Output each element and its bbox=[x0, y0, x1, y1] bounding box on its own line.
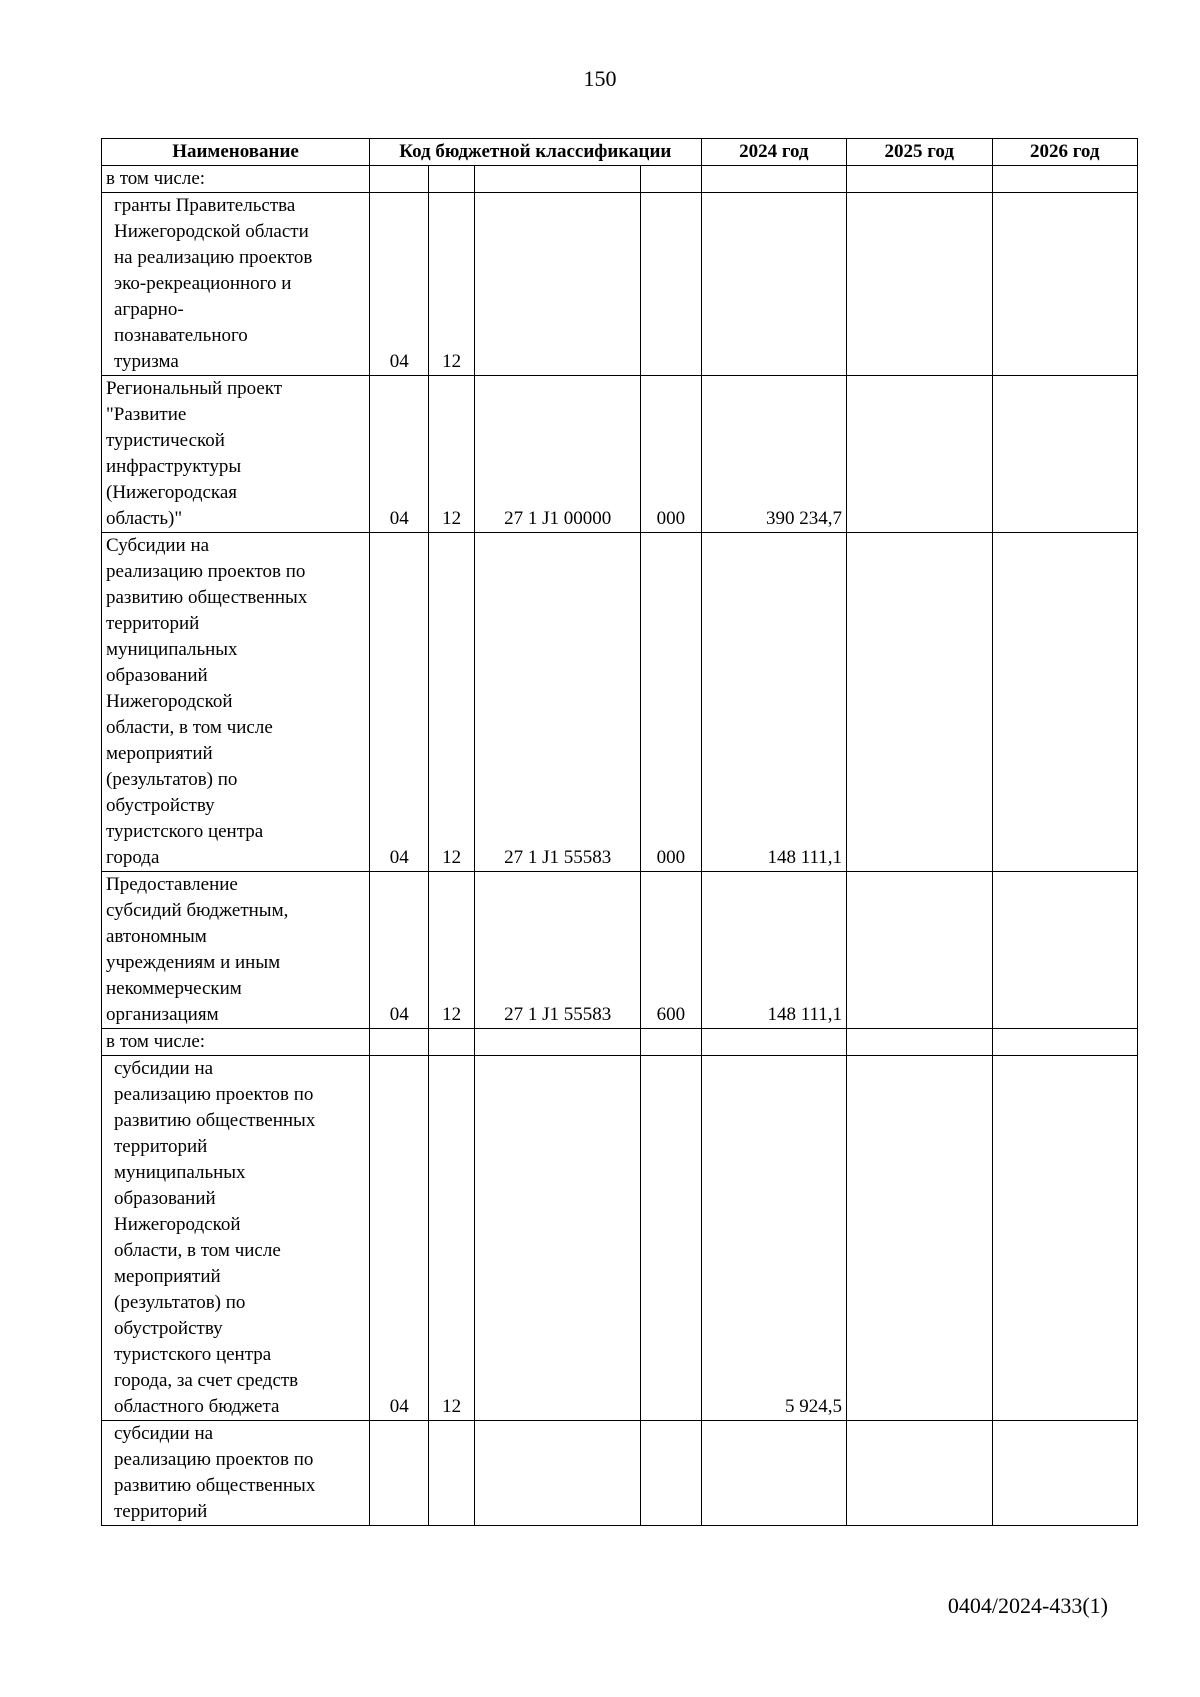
header-2025: 2025 год bbox=[847, 139, 992, 166]
row-name: Субсидии на реализацию проектов по развитию общественных территорий муниципальных образований Нижегородской области, в том числе мероприятий (результатов) по обустройству туристского центра города bbox=[102, 533, 370, 872]
row-2026 bbox=[992, 1029, 1138, 1056]
row-2024 bbox=[701, 1421, 846, 1526]
row-subsection: 12 bbox=[429, 872, 475, 1029]
row-name: Региональный проект "Развитие туристической инфраструктуры (Нижегородская область)" bbox=[102, 376, 370, 533]
row-2025 bbox=[847, 1029, 992, 1056]
row-section: 04 bbox=[370, 872, 429, 1029]
table-row bbox=[102, 1029, 1138, 1056]
row-name: в том числе: bbox=[102, 166, 370, 193]
row-section: 04 bbox=[370, 533, 429, 872]
row-target bbox=[475, 166, 641, 193]
row-section: 04 bbox=[370, 193, 429, 376]
row-section: 04 bbox=[370, 376, 429, 533]
row-expense bbox=[641, 1421, 701, 1526]
row-2025 bbox=[847, 1056, 992, 1421]
header-2026: 2026 год bbox=[992, 139, 1138, 166]
row-expense: 600 bbox=[641, 872, 701, 1029]
row-subsection: 12 bbox=[429, 1056, 475, 1421]
row-target bbox=[475, 1421, 641, 1526]
row-name: субсидии на реализацию проектов по развитию общественных территорий bbox=[102, 1421, 370, 1526]
row-target: 27 1 J1 00000 bbox=[475, 376, 641, 533]
table-row bbox=[102, 872, 1138, 1029]
row-name: гранты Правительства Нижегородской области на реализацию проектов эко-рекреационного и аграрно- познавательного туризма bbox=[102, 193, 370, 376]
row-2025 bbox=[847, 533, 992, 872]
row-2025 bbox=[847, 166, 992, 193]
row-subsection: 12 bbox=[429, 193, 475, 376]
row-expense bbox=[641, 193, 701, 376]
row-target: 27 1 J1 55583 bbox=[475, 533, 641, 872]
row-2024 bbox=[701, 193, 846, 376]
row-2024 bbox=[701, 166, 846, 193]
table-row bbox=[102, 1421, 1138, 1526]
document-code: 0404/2024-433(1) bbox=[947, 1593, 1108, 1618]
row-2024: 148 111,1 bbox=[701, 533, 846, 872]
row-subsection: 12 bbox=[429, 533, 475, 872]
row-2024: 148 111,1 bbox=[701, 872, 846, 1029]
row-name: в том числе: bbox=[102, 1029, 370, 1056]
row-2025 bbox=[847, 872, 992, 1029]
row-2025 bbox=[847, 1421, 992, 1526]
row-subsection bbox=[429, 166, 475, 193]
row-target bbox=[475, 1056, 641, 1421]
row-subsection: 12 bbox=[429, 376, 475, 533]
row-expense bbox=[641, 1056, 701, 1421]
row-2026 bbox=[992, 1421, 1138, 1526]
row-2026 bbox=[992, 376, 1138, 533]
row-subsection bbox=[429, 1421, 475, 1526]
row-2026 bbox=[992, 193, 1138, 376]
table-header-row bbox=[102, 139, 1138, 166]
row-name: Предоставление субсидий бюджетным, автономным учреждениям и иным некоммерческим организациям bbox=[102, 872, 370, 1029]
row-2026 bbox=[992, 166, 1138, 193]
table-row bbox=[102, 166, 1138, 193]
table-row bbox=[102, 376, 1138, 533]
header-name: Наименование bbox=[102, 139, 370, 166]
row-2024 bbox=[701, 1029, 846, 1056]
row-target bbox=[475, 1029, 641, 1056]
row-2024: 390 234,7 bbox=[701, 376, 846, 533]
row-target bbox=[475, 193, 641, 376]
row-2026 bbox=[992, 1056, 1138, 1421]
row-expense bbox=[641, 166, 701, 193]
row-section: 04 bbox=[370, 1056, 429, 1421]
row-expense: 000 bbox=[641, 533, 701, 872]
row-expense bbox=[641, 1029, 701, 1056]
row-target: 27 1 J1 55583 bbox=[475, 872, 641, 1029]
table-row bbox=[102, 1056, 1138, 1421]
row-2025 bbox=[847, 193, 992, 376]
row-2026 bbox=[992, 533, 1138, 872]
row-2026 bbox=[992, 872, 1138, 1029]
budget-table bbox=[101, 138, 1138, 1526]
row-subsection bbox=[429, 1029, 475, 1056]
table-row bbox=[102, 533, 1138, 872]
header-code: Код бюджетной классификации bbox=[370, 139, 701, 166]
row-2025 bbox=[847, 376, 992, 533]
table-row bbox=[102, 193, 1138, 376]
row-expense: 000 bbox=[641, 376, 701, 533]
row-name: субсидии на реализацию проектов по развитию общественных территорий муниципальных образований Нижегородской области, в том числе мероприятий (результатов) по обустройству туристского центра города, за счет средств областного бюджета bbox=[102, 1056, 370, 1421]
row-section bbox=[370, 1421, 429, 1526]
row-section bbox=[370, 1029, 429, 1056]
row-section bbox=[370, 166, 429, 193]
header-2024: 2024 год bbox=[701, 139, 846, 166]
page-number: 150 bbox=[583, 66, 617, 91]
row-2024: 5 924,5 bbox=[701, 1056, 846, 1421]
